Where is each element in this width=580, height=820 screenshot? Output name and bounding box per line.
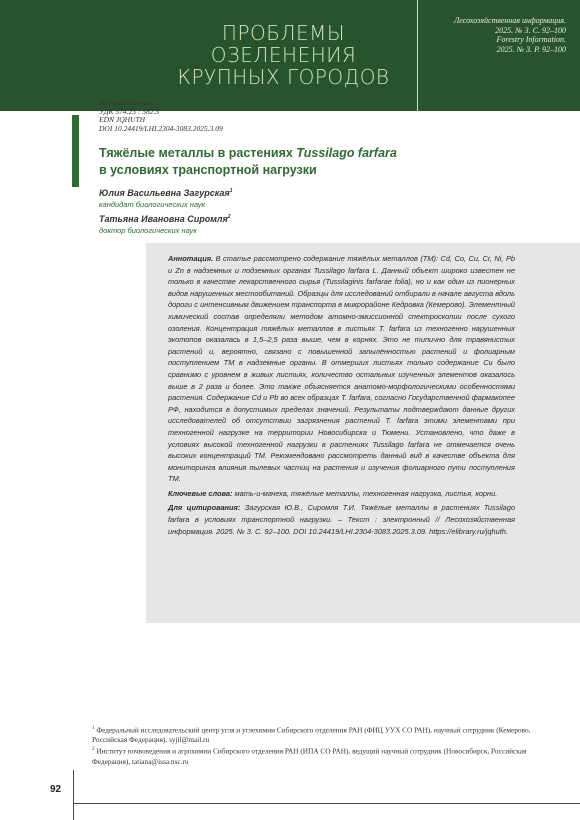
author-degree: кандидат биологических наук — [99, 200, 206, 209]
footer-horizontal-rule — [73, 803, 580, 804]
affiliation-mark: 1 — [229, 188, 233, 194]
author-name — [99, 186, 399, 199]
journal-info-en-name: Forestry Information. — [496, 35, 566, 44]
footnotes — [92, 724, 554, 767]
author-name — [99, 212, 399, 225]
abstract-block — [168, 253, 515, 540]
article-meta — [99, 99, 399, 133]
header-divider — [417, 0, 418, 111]
citation — [168, 502, 515, 537]
abstract-label: Аннотация. — [168, 254, 214, 263]
journal-info-ru-issue: 2025. № 3. С. 92–100 — [495, 25, 566, 35]
footnote-mark: 2 — [92, 747, 95, 753]
section-title-line1: ПРОБЛЕМЫ ОЗЕЛЕНЕНИЯ — [210, 21, 357, 67]
page-number: 92 — [50, 784, 62, 795]
author-degree: доктор биологических наук — [99, 226, 197, 235]
citation-text: Загурская Ю.В., Сиромля Т.И. Тяжёлые металлы в растениях Tussilago farfara в условиях транспортной нагрузки. – Текст : электронный // Лесохозяйственная информация. 2025. № 3. С. 92–100. DOI 10.24419/LHI.2304-3083.2025.3.09. https://elibrary.ru/jqhuth. — [168, 503, 516, 536]
footnote — [92, 724, 554, 745]
keywords-text: мать-и-мачеха, тяжёлые металлы, техногенная нагрузка, листья, корни. — [232, 488, 498, 498]
author-name-text: Татьяна Ивановна Сиромля — [99, 214, 228, 224]
article-title-part2: в условиях транспортной нагрузки — [99, 163, 317, 177]
footnote — [92, 745, 554, 766]
authors — [99, 186, 399, 238]
citation-label: Для цитирования: — [168, 503, 241, 513]
keywords — [168, 488, 515, 500]
affiliation-mark: 2 — [227, 214, 231, 220]
abstract-text: В статье рассмотрено содержание тяжёлых металлов (ТМ): Cd, Co, Cu, Cr, Ni, Pb и Zn в надземных и подземных органах Tussilago farfara L. Данный объект широко известен не только в качестве лекарственного сырья (Tussilaginis farfarae folia), но и как один из пионерных видов нарушенных местообитаний. Образцы для исследований отбирали в начале августа вдоль дороги с интенсивным движением транспорта в микрорайоне Кедровка (Кемерово). Элементный химический состав определяли методом атомно-эмиссионной спектроскопии после сухого озоления. Концентрация тяжёлых металлов в листьях T. farfara из техногенно нарушенных экотопов оказалась в 1,5–2,5 раза выше, чем в корнях. Это не типично для травянистых растений и, вероятно, связано с повышенной запылённостью растений и фолиарным поступлением ТМ в надземные органы. В отмерших листьях только содержание Cu было сравнимо с уровнем в живых листьях, количество остальных изученных элементов оказалось выше в 2 раза и более. Это также объясняется анатомо-морфологическими особенностями растения. Содержание Cd и Pb во всех образцах T. farfara, согласно Государственной фармакопее РФ, находится в допустимых пределах значений. Результаты подтверждают данные других исследователей об отсутствии загрязнения растений T. farfara этими элементами при техногенной нагрузке на территории Новосибирска и Тюмени. Установлено, что даже в условиях высокой техногенной нагрузки в растениях Tussilago farfara не отмечается очень высоких концентраций ТМ. Рекомендовано рассмотреть данный вид в качестве объекта для мониторинга влияния пылевых частиц на растения и изучения фолиарного пути поступления ТМ. — [168, 254, 515, 484]
journal-info-ru-name: Лесохозяйственная информация. — [453, 16, 566, 25]
article-title — [99, 145, 479, 179]
title-accent-bar — [72, 115, 79, 187]
author-name-text: Юлия Васильевна Загурская — [99, 188, 230, 198]
abstract — [168, 253, 515, 485]
article-title-species: Tussilago farfara — [296, 146, 397, 160]
footer-vertical-rule — [73, 770, 74, 820]
keywords-label: Ключевые слова: — [168, 488, 233, 498]
udk-code: УДК 574.23 : 582.5 — [99, 106, 160, 116]
article-title-part1: Тяжёлые металлы в растениях — [99, 146, 297, 160]
footnote-mark: 1 — [92, 726, 95, 731]
section-title-line2: КРУПНЫХ ГОРОДОВ — [177, 65, 390, 89]
journal-info-en-issue: 2025. № 3. P. 92–100 — [496, 44, 566, 54]
footnote-text: Федеральный исследовательский центр угля и углехимии Сибирского отделения РАН (ФИЦ УУХ СО РАН), научный сотрудник (Кемерово, Российская Федерация), syjil@mail.ru — [92, 725, 531, 745]
journal-info — [423, 16, 566, 54]
section-title — [166, 22, 401, 88]
article-type: Научная статья — [99, 98, 153, 107]
doi[interactable]: DOI 10.24419/LHI.2304-3083.2025.3.09 — [99, 123, 223, 133]
edn-code: EDN JQHUTH — [99, 115, 146, 124]
footnote-text: Институт почвоведения и агрохимии Сибирского отделения РАН (ИПА СО РАН), ведущий научный сотрудник (Новосибирск, Российская Федерация), tatiana@issa.nsc.ru — [92, 746, 527, 766]
